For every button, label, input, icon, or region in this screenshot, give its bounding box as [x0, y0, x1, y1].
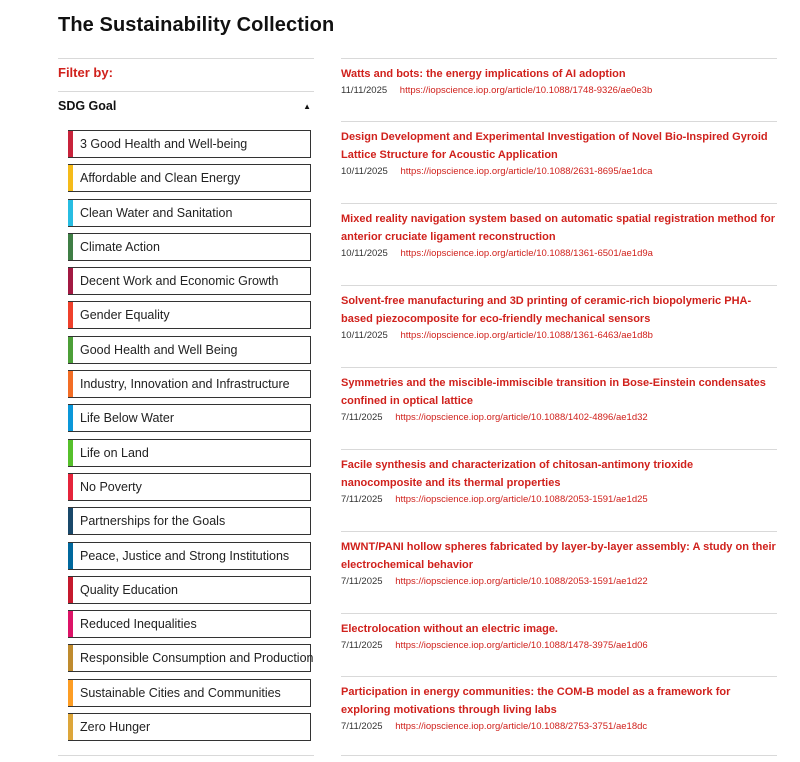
- article-meta: [341, 329, 777, 343]
- article-date: 7/11/2025: [341, 412, 383, 423]
- sdg-filter-label: Responsible Consumption and Production: [80, 651, 314, 666]
- article-meta: [341, 639, 777, 653]
- sdg-filter-label: 3 Good Health and Well-being: [80, 137, 248, 151]
- article-title-link[interactable]: Symmetries and the miscible-immiscible transition in Bose-Einstein condensates confined in optical lattice: [341, 377, 766, 407]
- article-item: [341, 285, 777, 367]
- sdg-filter-label: Zero Hunger: [80, 720, 151, 735]
- sdg-filter-label: Affordable and Clean Energy: [80, 171, 241, 186]
- sdg-filter-item[interactable]: [68, 336, 311, 364]
- sdg-filter-label: No Poverty: [80, 479, 142, 494]
- article-url-link[interactable]: https://iopscience.iop.org/article/10.1088/1361-6463/ae1d8b: [400, 330, 653, 341]
- sdg-goal-toggle[interactable]: [58, 92, 314, 119]
- caret-up-icon: ▲: [303, 101, 311, 111]
- filter-by-label: Filter by:: [58, 65, 113, 80]
- article-url-link[interactable]: https://iopscience.iop.org/article/10.1088/1361-6501/ae1d9a: [400, 248, 653, 259]
- sdg-filter-item[interactable]: [68, 301, 311, 329]
- article-item: [341, 58, 777, 121]
- sdg-filter-label: Life on Land: [80, 445, 149, 460]
- sdg-filter-item[interactable]: [68, 542, 311, 570]
- article-date: 7/11/2025: [341, 494, 383, 505]
- article-item: [341, 531, 777, 613]
- article-url-link[interactable]: https://iopscience.iop.org/article/10.1088/2053-1591/ae1d22: [395, 576, 648, 587]
- sdg-filter-item[interactable]: [68, 370, 311, 398]
- article-url-link[interactable]: https://iopscience.iop.org/article/10.1088/2631-8695/ae1dca: [400, 166, 653, 177]
- sdg-goal-heading: SDG Goal: [58, 99, 117, 113]
- article-list: [341, 58, 777, 758]
- sdg-filter-label: Quality Education: [80, 582, 178, 597]
- article-title-link[interactable]: Mixed reality navigation system based on automatic spatial registration method for anterior cruciate ligament reconstruction: [341, 213, 775, 243]
- article-title-link[interactable]: Participation in energy communities: the COM-B model as a framework for exploring motivations through living labs: [341, 686, 731, 716]
- article-title-link[interactable]: MWNT/PANI hollow spheres fabricated by layer-by-layer assembly: A study on their electrochemical behavior: [341, 541, 776, 571]
- article-meta: [341, 493, 777, 507]
- article-item: [341, 203, 777, 285]
- divider: [58, 755, 314, 756]
- sdg-filter-item[interactable]: [68, 267, 311, 295]
- article-date: 7/11/2025: [341, 721, 383, 732]
- article-item: [341, 676, 777, 758]
- sdg-filter-label: Industry, Innovation and Infrastructure: [80, 377, 290, 392]
- article-url-link[interactable]: https://iopscience.iop.org/article/10.1088/2753-3751/ae18dc: [395, 721, 648, 732]
- sdg-filter-item[interactable]: [68, 233, 311, 261]
- article-item: [341, 449, 777, 531]
- article-url-link[interactable]: https://iopscience.iop.org/article/10.1088/1402-4896/ae1d32: [395, 412, 648, 423]
- article-date: 10/11/2025: [341, 248, 388, 259]
- sdg-filter-item[interactable]: [68, 404, 311, 432]
- sdg-filter-item[interactable]: [68, 199, 311, 227]
- sdg-filter-label: Decent Work and Economic Growth: [80, 274, 279, 289]
- divider: [341, 755, 777, 756]
- article-title-link[interactable]: Design Development and Experimental Investigation of Novel Bio-Inspired Gyroid Lattice Structure for Acoustic Application: [341, 131, 768, 161]
- sdg-filter-item[interactable]: [68, 576, 311, 604]
- article-url-link[interactable]: https://iopscience.iop.org/article/10.1088/1748-9326/ae0e3b: [399, 85, 653, 96]
- sdg-filter-item[interactable]: [68, 473, 311, 501]
- sdg-filter-item[interactable]: [68, 713, 311, 741]
- sdg-filter-item[interactable]: [68, 679, 311, 707]
- article-date: 7/11/2025: [341, 640, 383, 651]
- sdg-filter-list: [68, 130, 314, 741]
- sdg-filter-item[interactable]: [68, 164, 311, 192]
- article-meta: [341, 84, 777, 98]
- article-meta: [341, 411, 777, 425]
- article-title-link[interactable]: Solvent-free manufacturing and 3D printing of ceramic-rich biopolymeric PHA-based piezocomposite for eco-friendly mechanical sensors: [341, 295, 752, 325]
- article-title-link[interactable]: Watts and bots: the energy implications of AI adoption: [341, 68, 626, 80]
- filter-sidebar: [58, 58, 314, 747]
- article-url-link[interactable]: https://iopscience.iop.org/article/10.1088/2053-1591/ae1d25: [395, 494, 648, 505]
- article-meta: [341, 720, 777, 734]
- article-date: 11/11/2025: [341, 85, 388, 96]
- sdg-filter-label: Life Below Water: [80, 411, 175, 426]
- article-meta: [341, 575, 777, 589]
- sdg-filter-label: Partnerships for the Goals: [80, 514, 226, 529]
- sdg-filter-label: Climate Action: [80, 239, 160, 254]
- article-title-link[interactable]: Facile synthesis and characterization of chitosan-antimony trioxide nanocomposite and its thermal properties: [341, 459, 694, 489]
- sdg-filter-item[interactable]: [68, 610, 311, 638]
- sdg-filter-item[interactable]: [68, 507, 311, 535]
- article-item: [341, 367, 777, 449]
- sdg-filter-item[interactable]: [68, 644, 314, 672]
- article-date: 7/11/2025: [341, 576, 383, 587]
- page-title: The Sustainability Collection: [58, 14, 335, 36]
- sdg-filter-label: Clean Water and Sanitation: [80, 205, 233, 220]
- article-meta: [341, 165, 777, 179]
- article-item: [341, 613, 777, 676]
- article-item: [341, 121, 777, 203]
- sdg-filter-label: Peace, Justice and Strong Institutions: [80, 548, 290, 563]
- sdg-filter-label: Sustainable Cities and Communities: [80, 685, 281, 700]
- article-url-link[interactable]: https://iopscience.iop.org/article/10.1088/1478-3975/ae1d06: [395, 640, 648, 651]
- article-meta: [341, 247, 777, 261]
- sdg-filter-label: Good Health and Well Being: [80, 342, 238, 357]
- sdg-filter-label: Gender Equality: [80, 308, 170, 323]
- article-date: 10/11/2025: [341, 166, 388, 177]
- sdg-filter-label: Reduced Inequalities: [80, 617, 197, 632]
- sdg-filter-item[interactable]: [68, 439, 311, 467]
- article-date: 10/11/2025: [341, 330, 388, 341]
- sdg-filter-item[interactable]: [68, 130, 311, 158]
- article-title-link[interactable]: Electrolocation without an electric image.: [341, 623, 558, 635]
